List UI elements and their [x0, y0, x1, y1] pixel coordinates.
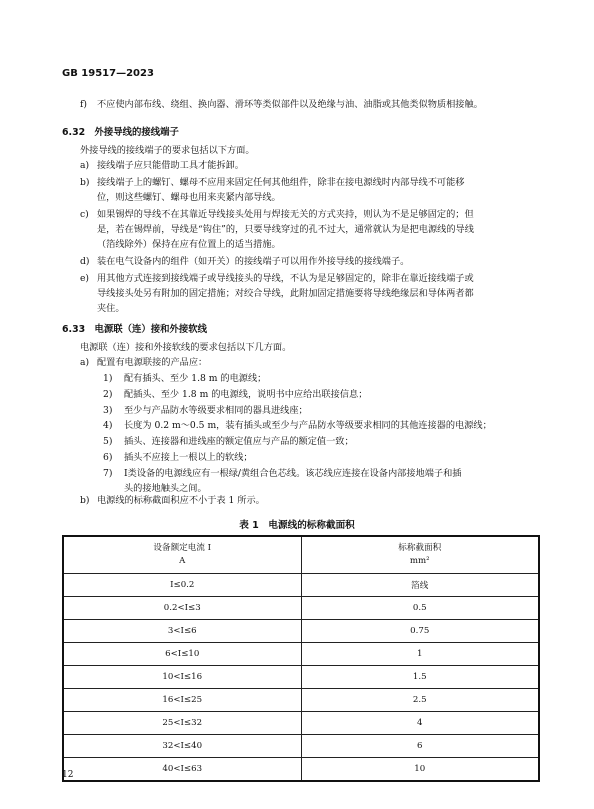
cell-rated-current: 25<I≤32: [63, 712, 301, 735]
item-label: b): [80, 177, 90, 188]
item-text-line: 导线接头处另有附加的固定措施；对绞合导线，此附加固定措施要将导线绝缘层和导体两者都: [97, 288, 474, 299]
item-text-line: 如果锡焊的导线不在其靠近导线接头处用与焊接无关的方式夹持，则认为不是足够固定的；但: [97, 209, 474, 220]
section-6-32-intro: 外接导线的接线端子的要求包括以下方面。: [80, 145, 255, 156]
cell-cross-section: 4: [301, 712, 539, 735]
section-6-32-title: 6.32 外接导线的接线端子: [62, 127, 179, 138]
col-header-current-title: 设备额定电流 I: [153, 543, 212, 553]
table-header-row: [63, 536, 539, 574]
standard-code-header: GB 19517—2023: [62, 68, 154, 79]
sub-item-text-line: 头的接地触头之间。: [124, 483, 207, 494]
section-6-33-title: 6.33 电源联（连）接和外接软线: [62, 324, 208, 335]
sub-item-text-line: 插头、连接器和进线座的额定值应与产品的额定值一致；: [124, 436, 354, 447]
item-text-line: 装在电气设备内的组件（如开关）的接线端子可以用作外接导线的接线端子。: [97, 256, 410, 267]
item-label: a): [80, 160, 90, 171]
item-text-line: 用其他方式连接到接线端子或导线接头的导线，不认为是足够固定的，除非在靠近接线端子或: [97, 273, 474, 284]
item-text-line: 夹住。: [97, 303, 125, 314]
table-row: [63, 620, 539, 643]
cell-rated-current: 40<I≤63: [63, 758, 301, 782]
item-label: d): [80, 256, 90, 267]
item-text: 配置有电源联接的产品应：: [97, 357, 208, 368]
table-row: [63, 597, 539, 620]
cell-rated-current: 16<I≤25: [63, 689, 301, 712]
col-header-area-unit: mm²: [409, 556, 430, 566]
sub-item-text-line: 插头不应接上一根以上的软线；: [124, 452, 253, 463]
sub-item-label: 4): [103, 420, 113, 431]
cell-cross-section: 0.75: [301, 620, 539, 643]
page-number: 12: [62, 770, 74, 780]
cell-cross-section: 1: [301, 643, 539, 666]
item-text-line: 接线端子应只能借助工具才能拆卸。: [97, 160, 244, 171]
item-label: e): [80, 273, 90, 284]
sub-item-label: 7): [103, 468, 113, 479]
cell-cross-section: 0.5: [301, 597, 539, 620]
item-text: 不应使内部布线、绕组、换向器、滑环等类似部件以及绝缘与油、油脂或其他类似物质相接触。: [97, 99, 483, 110]
sub-item-text-line: 配有插头、至少 1.8 m 的电源线；: [124, 373, 267, 384]
cell-cross-section: 1.5: [301, 666, 539, 689]
col-header-area-title: 标称截面积: [398, 543, 442, 553]
item-text-line: 接线端子上的螺钉、螺母不应用来固定任何其他组件，除非在接电源线时内部导线不可能移: [97, 177, 465, 188]
item-text-line: 是，若在锡焊前，导线是“钩住”的，只要导线穿过的孔不过大，通常就认为是把电源线的导线: [97, 224, 474, 235]
sub-item-text-line: 长度为 0.2 m～0.5 m，装有插头或至少与产品防水等级要求相同的其他连接器的电源线；: [124, 420, 492, 431]
table-caption: 表 1 电源线的标称截面积: [239, 520, 355, 531]
sub-item-text-line: 至少与产品防水等级要求相同的器具进线座；: [124, 405, 308, 416]
col-header-current: [63, 536, 301, 574]
cell-cross-section: 10: [301, 758, 539, 782]
table-row: [63, 643, 539, 666]
item-label: f): [80, 99, 87, 110]
item-label: c): [80, 209, 89, 220]
cross-section-table: [62, 535, 540, 782]
cell-cross-section: 2.5: [301, 689, 539, 712]
table-row: [63, 689, 539, 712]
cell-rated-current: 32<I≤40: [63, 735, 301, 758]
table-row: [63, 666, 539, 689]
sub-item-label: 6): [103, 452, 113, 463]
table-row: [63, 574, 539, 597]
sub-item-text-line: Ⅰ类设备的电源线应有一根绿/黄组合色芯线。该芯线应连接在设备内部接地端子和插: [124, 468, 462, 479]
cell-cross-section: 6: [301, 735, 539, 758]
item-label: a): [80, 357, 90, 368]
table-row: [63, 735, 539, 758]
table-row: [63, 712, 539, 735]
sub-item-label: 1): [103, 373, 113, 384]
cell-rated-current: 10<I≤16: [63, 666, 301, 689]
sub-item-label: 2): [103, 389, 113, 400]
section-6-33-intro: 电源联（连）接和外接软线的要求包括以下几方面。: [80, 342, 292, 353]
cell-rated-current: I≤0.2: [63, 574, 301, 597]
sub-item-label: 3): [103, 405, 113, 416]
item-text: 电源线的标称截面积应不小于表 1 所示。: [97, 495, 265, 506]
item-label: b): [80, 495, 90, 506]
item-text-line: 位，则这些螺钉、螺母也用来夹紧内部导线。: [97, 192, 281, 203]
col-header-area: [301, 536, 539, 574]
sub-item-text-line: 配插头、至少 1.8 m 的电源线，说明书中应给出联接信息；: [124, 389, 368, 400]
cell-rated-current: 3<I≤6: [63, 620, 301, 643]
table-row: [63, 758, 539, 782]
cell-cross-section: 箔线: [301, 574, 539, 597]
cell-rated-current: 0.2<I≤3: [63, 597, 301, 620]
col-header-current-unit: A: [179, 556, 186, 566]
item-text-line: （箔线除外）保持在应有位置上的适当措施。: [97, 239, 281, 250]
cell-rated-current: 6<I≤10: [63, 643, 301, 666]
sub-item-label: 5): [103, 436, 113, 447]
